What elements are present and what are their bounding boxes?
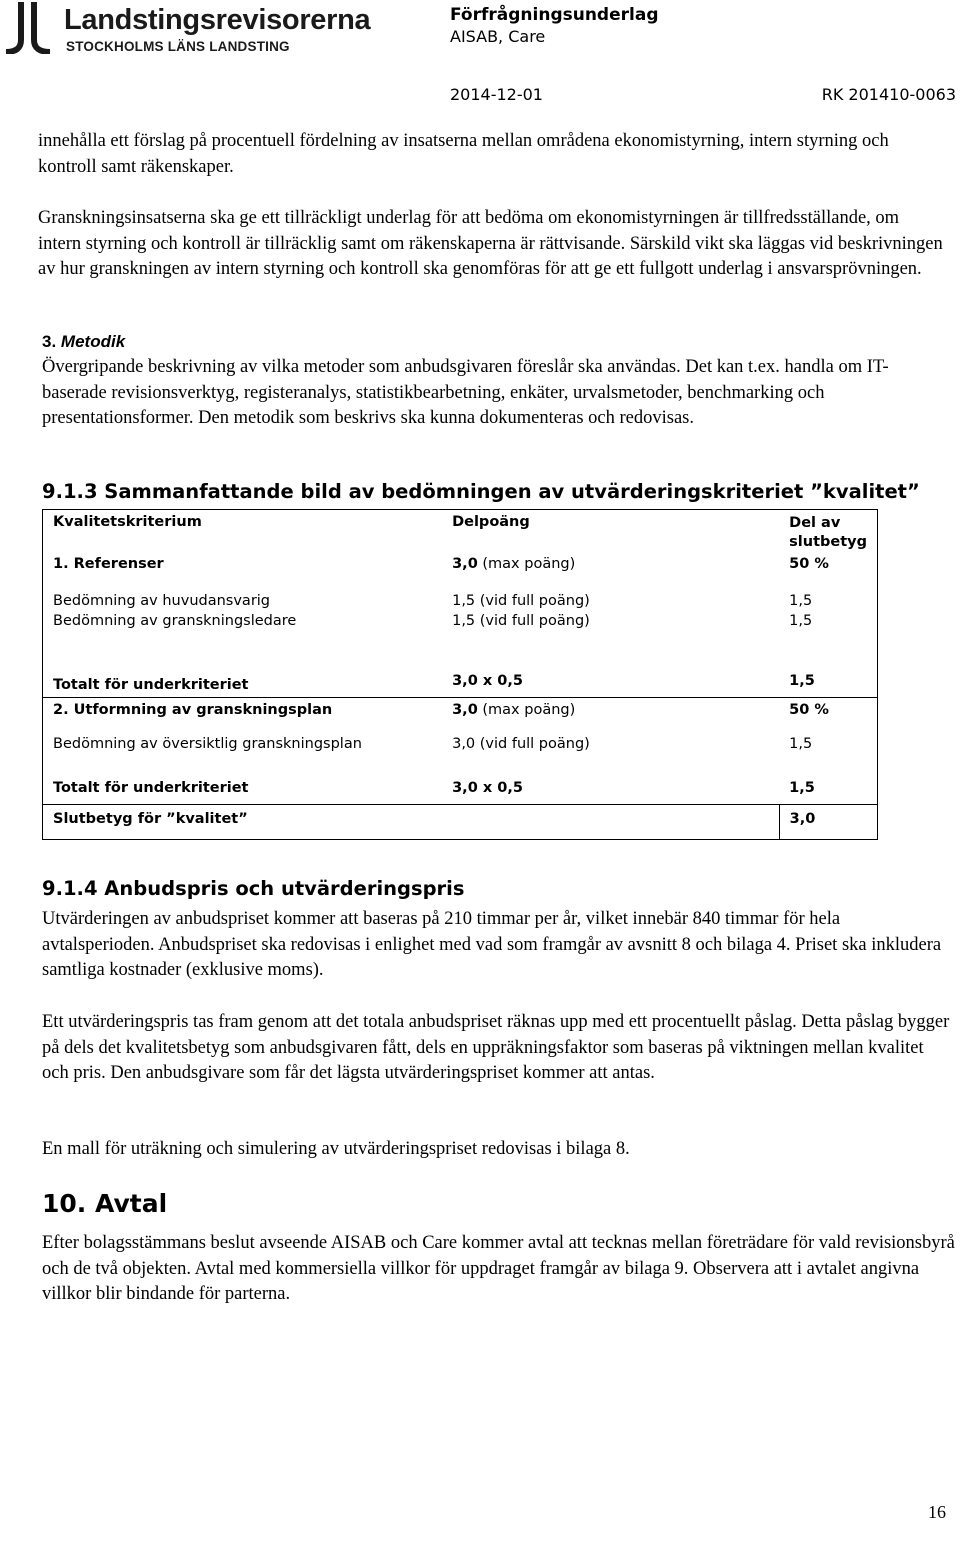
sub-criterion-label: Bedömning av huvudansvarig — [43, 591, 443, 611]
subtotal-points: 3,0 x 0,5 — [452, 673, 523, 689]
anbudspris-paragraph-2: Ett utvärderingspris tas fram genom att det totala anbudspriset räknas upp med ett procentuellt påslag. Detta påslag bygger på dels det kvalitetsbetyg som anbudsgivaren fått, dels en uppräkningsfaktor som baseras på viktningen mellan kvalitet och pris. Den anbudsgivare som får det lägsta utvärderingspriset kommer att antas. — [42, 1012, 950, 1083]
section-heading-913: 9.1.3 Sammanfattande bild av bedömningen av utvärderingskriteriet ”kvalitet” — [42, 480, 920, 503]
criterion-points — [442, 552, 779, 591]
anbudspris-paragraph-1: Utvärderingen av anbudspriset kommer att baseras på 210 timmar per år, vilket innebär 840 timmar för hela avtalsperioden. Anbudspriset ska redovisas i enlighet med vad som framgår av avsnitt 8 och bilaga 4. Priset ska inkludera samtliga kostnader (exklusive moms). — [42, 909, 942, 980]
subtotal-share: 1,5 — [779, 673, 877, 698]
table-row — [43, 552, 878, 591]
table-row — [43, 673, 878, 698]
table-header-row — [43, 510, 878, 553]
intro-paragraph: innehålla ett förslag på procentuell fördelning av insatserna mellan områdena ekonomistyrning, intern styrning och kontroll samt räkenskaper. — [38, 131, 889, 177]
metodik-heading-text: Metodik — [60, 332, 126, 351]
table-header-cell: Del av slutbetyg — [779, 510, 877, 553]
metodik-heading — [42, 332, 125, 352]
table-row — [43, 698, 878, 737]
sub-criterion-share: 1,5 — [779, 611, 877, 673]
criterion-share: 50 % — [779, 698, 877, 737]
sub-criterion-share: 1,5 — [779, 736, 877, 780]
document-title: Förfrågningsunderlag — [450, 5, 659, 25]
criterion-points-note: (max poäng) — [477, 556, 576, 572]
subtotal-label: Totalt för underkriteriet — [43, 673, 443, 698]
subtotal-points: 3,0 x 0,5 — [452, 780, 523, 796]
document-date: 2014-12-01 — [450, 85, 543, 104]
table-row-final — [43, 805, 878, 840]
metodik-heading-number: 3. — [42, 332, 57, 351]
avtal-paragraph: Efter bolagsstämmans beslut avseende AISAB och Care kommer avtal att tecknas mellan företrädare för vald revisionsbyrå och de två objekten. Avtal med kommersiella villkor för uppdraget framgår av bilaga 9. Observera att i avtalet angivna villkor blir bindande för parterna. — [42, 1233, 955, 1304]
table-header-cell: Delpoäng — [442, 510, 779, 553]
section-heading-914: 9.1.4 Anbudspris och utvärderingspris — [42, 877, 465, 900]
final-grade-share: 3,0 — [779, 805, 877, 840]
document-reference: RK 201410-0063 — [821, 85, 956, 104]
criterion-title: 2. Utformning av granskningsplan — [43, 698, 443, 737]
anbudspris-paragraph-3: En mall för uträkning och simulering av utvärderingspriset redovisas i bilaga 8. — [42, 1139, 630, 1159]
criterion-share: 50 % — [779, 552, 877, 591]
sub-criterion-points: 3,0 (vid full poäng) — [452, 736, 590, 752]
criterion-points-value: 3,0 — [452, 556, 478, 572]
criterion-points-note: (max poäng) — [477, 702, 576, 718]
section-heading-10: 10. Avtal — [42, 1189, 168, 1218]
page-number: 16 — [928, 1502, 946, 1522]
criterion-title: 1. Referenser — [43, 552, 443, 591]
criterion-points — [442, 698, 779, 737]
quality-criteria-table — [42, 509, 878, 840]
table-row — [43, 780, 878, 805]
sub-criterion-share: 1,5 — [779, 591, 877, 611]
org-name: Landstingsrevisorerna — [64, 4, 371, 36]
metodik-paragraph: Övergripande beskrivning av vilka metoder som anbudsgivaren föreslår ska användas. Det kan t.ex. handla om IT-baserade revisionsverktyg, registeranalys, statistikbearbetning, enkäter, urvalsmetoder, benchmarking och presentationsformer. Den metodik som beskrivs ska kunna dokumenteras och redovisas. — [42, 357, 889, 428]
subtotal-share: 1,5 — [779, 780, 877, 805]
logo-icon — [4, 2, 52, 54]
granskning-paragraph: Granskningsinsatserna ska ge ett tillräckligt underlag för att bedöma om ekonomistyrningen är tillfredsställande, om intern styrning och kontroll är tillräcklig samt om räkenskaperna är rättvisande. Särskild vikt ska läggas vid beskrivningen av hur granskningen av intern styrning och kontroll ska genomföras för att ge ett fullgott underlag i ansvarsprövningen. — [38, 208, 943, 279]
table-row — [43, 736, 878, 780]
document-subtitle: AISAB, Care — [450, 27, 546, 46]
sub-criterion-points: 1,5 (vid full poäng) — [452, 593, 590, 609]
sub-criterion-points: 1,5 (vid full poäng) — [452, 613, 590, 629]
sub-criterion-label: Bedömning av översiktlig granskningsplan — [43, 736, 443, 780]
table-header-cell: Kvalitetskriterium — [43, 510, 443, 553]
criterion-points-value: 3,0 — [452, 702, 478, 718]
subtotal-label: Totalt för underkriteriet — [43, 780, 443, 805]
final-grade-label: Slutbetyg för ”kvalitet” — [43, 805, 780, 840]
sub-criterion-label: Bedömning av granskningsledare — [43, 611, 443, 673]
table-row — [43, 591, 878, 611]
table-row — [43, 611, 878, 673]
org-subtitle: STOCKHOLMS LÄNS LANDSTING — [66, 39, 290, 54]
